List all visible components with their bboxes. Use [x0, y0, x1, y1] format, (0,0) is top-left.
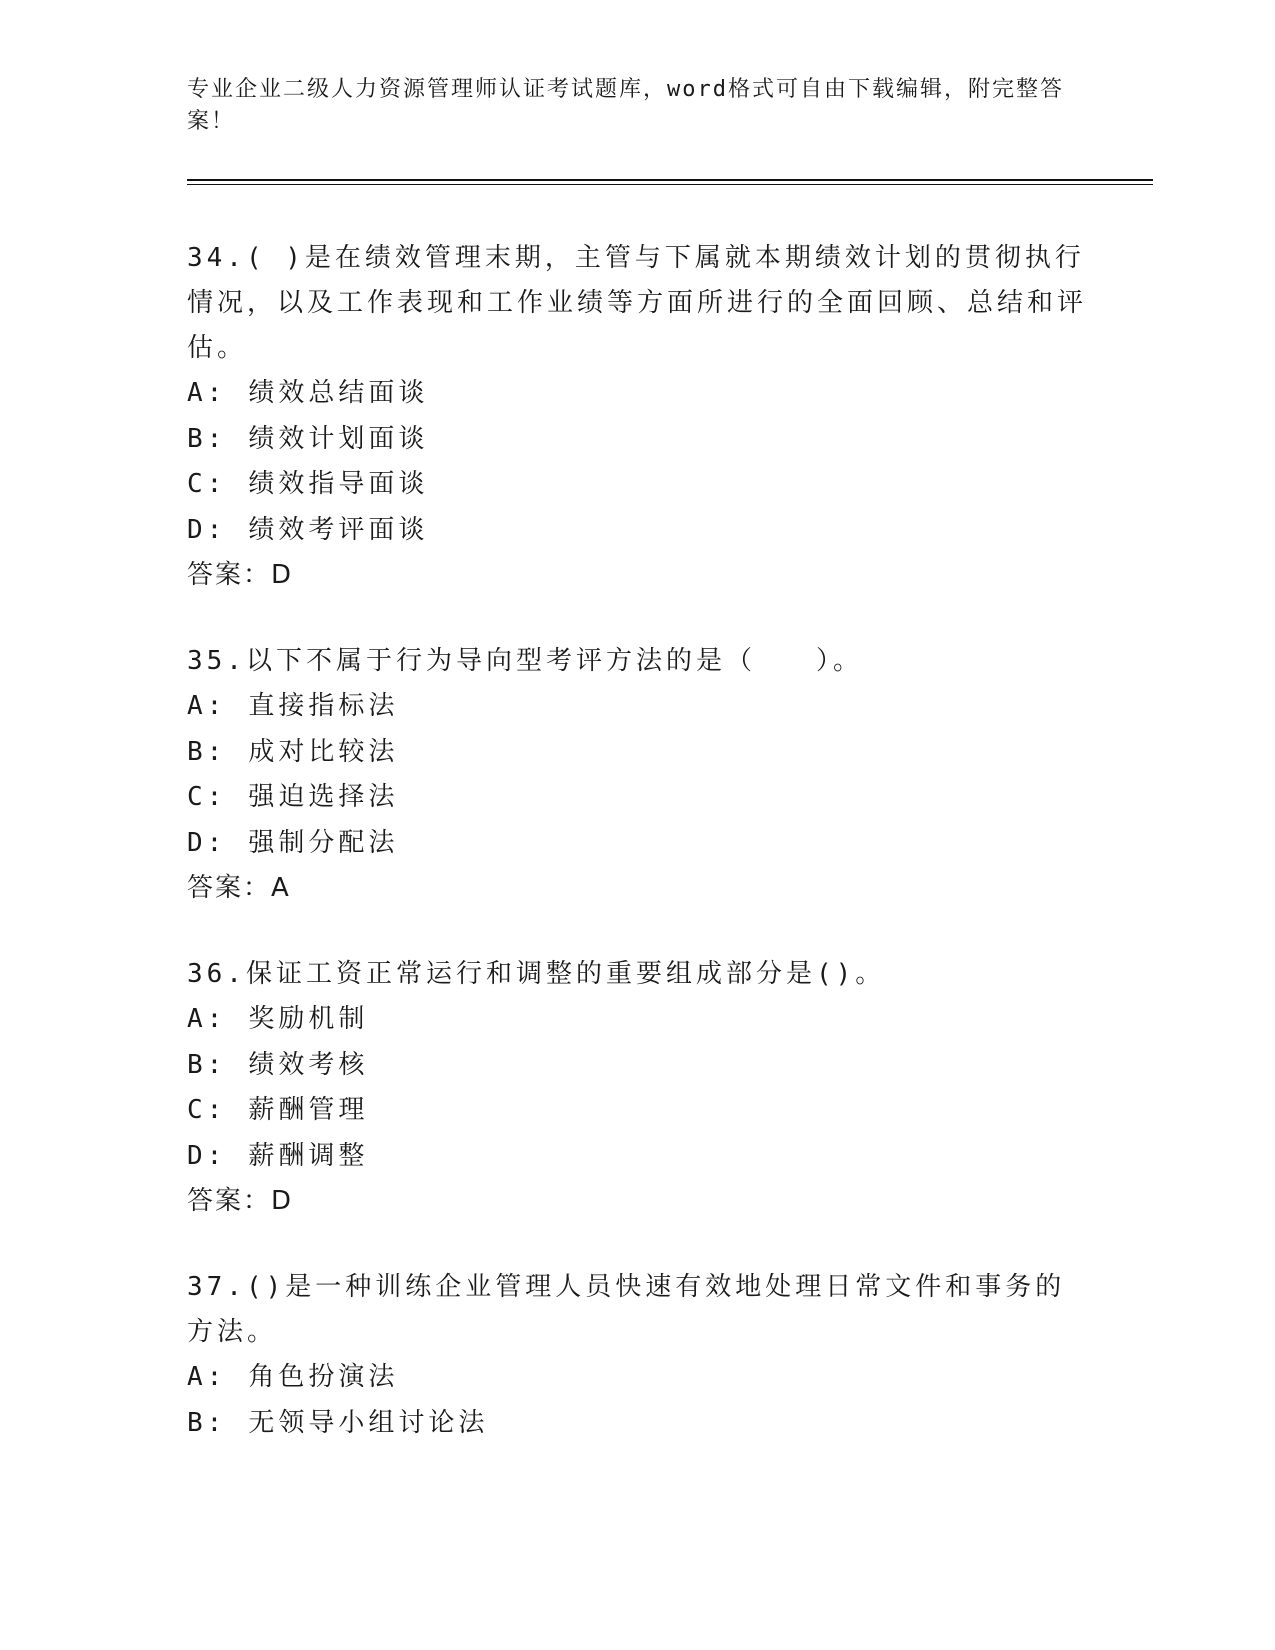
- option-b: [187, 1401, 1087, 1447]
- option-a: [187, 371, 1087, 417]
- option-letter: A:: [187, 691, 227, 721]
- option-text: 角色扮演法: [248, 1362, 399, 1392]
- option-c: [187, 1088, 1087, 1134]
- option-letter: C:: [187, 782, 227, 812]
- option-d: [187, 821, 1087, 867]
- question-stem: 34.( )是在绩效管理末期，主管与下属就本期绩效计划的贯彻执行情况，以及工作表现和工作业绩等方面所进行的全面回顾、总结和评估。: [187, 243, 1088, 363]
- question-stem: 35.以下不属于行为导向型考评方法的是（ ）。: [187, 646, 863, 676]
- option-text: 绩效指导面谈: [248, 469, 429, 499]
- question-stem: 36.保证工资正常运行和调整的重要组成部分是()。: [187, 959, 886, 989]
- option-d: [187, 508, 1087, 554]
- option-c: [187, 462, 1087, 508]
- option-a: [187, 997, 1087, 1043]
- question-37: [187, 1265, 1087, 1446]
- option-letter: C:: [187, 469, 227, 499]
- option-text: 直接指标法: [248, 691, 399, 721]
- option-text: 绩效考评面谈: [248, 514, 429, 545]
- option-letter: D:: [187, 827, 227, 858]
- option-d: [187, 1134, 1087, 1180]
- option-text: 绩效考核: [248, 1049, 369, 1080]
- option-letter: A:: [187, 378, 227, 408]
- option-b: [187, 730, 1087, 776]
- answer-label: 答案：D: [187, 560, 294, 590]
- option-a: [187, 1355, 1087, 1401]
- option-letter: B:: [187, 736, 227, 767]
- option-text: 绩效总结面谈: [248, 378, 429, 408]
- option-b: [187, 1043, 1087, 1089]
- option-letter: B:: [187, 1049, 227, 1080]
- option-text: 奖励机制: [248, 1004, 369, 1034]
- option-text: 强迫选择法: [248, 782, 399, 812]
- option-letter: D:: [187, 514, 227, 545]
- option-c: [187, 775, 1087, 821]
- option-text: 强制分配法: [248, 827, 399, 858]
- option-text: 无领导小组讨论法: [248, 1407, 489, 1438]
- option-letter: B:: [187, 1407, 227, 1438]
- option-letter: C:: [187, 1095, 227, 1125]
- question-35: [187, 639, 1087, 911]
- question-36: [187, 952, 1087, 1224]
- option-letter: B:: [187, 423, 227, 454]
- option-letter: A:: [187, 1362, 227, 1392]
- option-text: 成对比较法: [248, 736, 399, 767]
- question-34: [187, 236, 1087, 598]
- option-letter: A:: [187, 1004, 227, 1034]
- answer-label: 答案：D: [187, 1186, 294, 1216]
- option-a: [187, 684, 1087, 730]
- question-list: [187, 236, 1087, 1487]
- option-text: 薪酬调整: [248, 1140, 369, 1171]
- option-b: [187, 417, 1087, 463]
- option-text: 薪酬管理: [248, 1095, 369, 1125]
- option-letter: D:: [187, 1140, 227, 1171]
- header-divider-thick: [187, 179, 1153, 181]
- header-divider-thin: [187, 184, 1153, 185]
- answer-label: 答案：A: [187, 873, 291, 903]
- question-stem: 37.()是一种训练企业管理人员快速有效地处理日常文件和事务的方法。: [187, 1272, 1066, 1347]
- document-header: 专业企业二级人力资源管理师认证考试题库，word格式可自由下载编辑，附完整答案！: [187, 77, 1064, 134]
- option-text: 绩效计划面谈: [248, 423, 429, 454]
